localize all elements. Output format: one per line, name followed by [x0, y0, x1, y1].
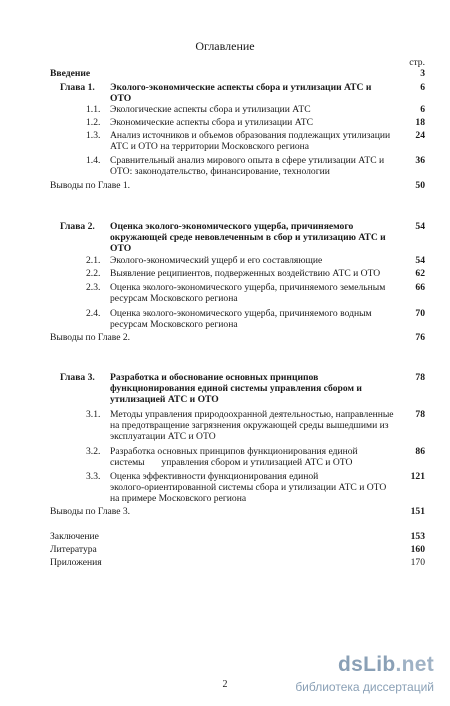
- toc-section-title-cont: ресурсам Московского региона: [110, 293, 238, 304]
- toc-section-title-cont: эколого-ориентированной системы сбора и утилизации АТС и ОТО: [110, 482, 387, 493]
- toc-section-title-cont: на предотвращение загрязнения окружающей среды вышедшими из: [110, 420, 389, 431]
- toc-section-page: 86: [415, 446, 425, 457]
- toc-section-page: 36: [415, 155, 425, 166]
- toc-chapter-2-title-cont: ОТО: [110, 243, 132, 254]
- toc-section-title[interactable]: Оценка эколого-экономического ущерба, причиняемого водным: [110, 308, 372, 319]
- toc-section-number: 3.1.: [86, 409, 101, 420]
- toc-section-number: 3.3.: [86, 471, 101, 482]
- toc-section-page: 66: [415, 282, 425, 293]
- toc-section-number: 1.4.: [86, 155, 101, 166]
- toc-section-title-cont: ОТО: законодательство, финансирование, технологии: [110, 166, 330, 177]
- toc-chapter-3-title[interactable]: Разработка и обоснование основных принципов: [110, 372, 319, 383]
- toc-section-title[interactable]: Эколого-экономический ущерб и его составляющие: [110, 255, 323, 266]
- toc-chapter-1-title[interactable]: Эколого-экономические аспекты сбора и утилизации АТС и: [110, 82, 372, 93]
- toc-chapter-2-title-cont: окружающей среде невовлеченным в сбор и утилизацию АТС и: [110, 232, 386, 243]
- toc-chapter-2-page: 54: [415, 221, 425, 232]
- toc-section-title[interactable]: Выявление реципиентов, подверженных воздействию АТС и ОТО: [110, 268, 381, 279]
- page-number: 2: [222, 679, 228, 690]
- toc-section-number: 2.1.: [86, 255, 101, 266]
- toc-chapter-3-label[interactable]: Глава 3.: [60, 372, 95, 383]
- toc-intro-page: 3: [420, 68, 425, 79]
- toc-section-title-cont: АТС и ОТО на территории Московского региона: [110, 141, 310, 152]
- toc-chapter-conclusion[interactable]: Выводы по Главе 3.: [50, 506, 131, 517]
- toc-intro-label[interactable]: Введение: [50, 68, 91, 79]
- toc-section-title[interactable]: Оценка эколого-экономического ущерба, причиняемого земельным: [110, 282, 386, 293]
- toc-section-number: 3.2.: [86, 446, 101, 457]
- toc-chapter-conclusion[interactable]: Выводы по Главе 1.: [50, 180, 131, 191]
- toc-section-title[interactable]: Методы управления природоохранной деятельностью, направленные: [110, 409, 394, 420]
- toc-section-number: 1.3.: [86, 130, 101, 141]
- toc-chapter-2-label[interactable]: Глава 2.: [60, 221, 95, 232]
- toc-appendices-page: 170: [410, 557, 425, 568]
- toc-section-page: 62: [415, 268, 425, 279]
- toc-section-number: 2.4.: [86, 308, 101, 319]
- toc-chapter-3-title-cont: функционирования единой системы управления сбором и: [110, 383, 362, 394]
- toc-chapter-conclusion-page: 50: [415, 180, 425, 191]
- toc-appendices[interactable]: Приложения: [50, 557, 102, 568]
- toc-section-number: 2.2.: [86, 268, 101, 279]
- toc-section-title-cont: на примере Московского региона: [110, 493, 247, 504]
- toc-section-page: 78: [415, 409, 425, 420]
- toc-chapter-2-title[interactable]: Оценка эколого-экономического ущерба, причиняемого: [110, 221, 354, 232]
- toc-section-title[interactable]: Экологические аспекты сбора и утилизации АТС: [110, 104, 311, 115]
- toc-chapter-conclusion[interactable]: Выводы по Главе 2.: [50, 332, 131, 343]
- toc-conclusion-page: 153: [410, 531, 425, 542]
- toc-chapter-3-title-cont: утилизацией АТС и ОТО: [110, 394, 219, 405]
- toc-chapter-conclusion-page: 76: [415, 332, 425, 343]
- toc-chapter-1-page: 6: [420, 82, 425, 93]
- toc-chapter-3-page: 78: [415, 372, 425, 383]
- watermark-logo[interactable]: [337, 653, 434, 676]
- toc-section-title-cont: эксплуатации АТС и ОТО: [110, 431, 216, 442]
- toc-section-page: 24: [415, 130, 425, 141]
- toc-section-title[interactable]: Сравнительный анализ мирового опыта в сфере утилизации АТС и: [110, 155, 385, 166]
- toc-section-number: 1.1.: [86, 104, 101, 115]
- toc-section-title-cont: системы управления сбором и утилизацией АТС и ОТО: [110, 457, 353, 468]
- toc-chapter-1-title-cont: ОТО: [110, 93, 132, 104]
- toc-section-page: 6: [420, 104, 425, 115]
- watermark-logo-net: .net: [395, 653, 434, 676]
- watermark-logo-ds: ds: [337, 653, 364, 676]
- toc-section-page: 121: [410, 471, 425, 482]
- toc-section-title[interactable]: Разработка основных принципов функционирования единой: [110, 446, 358, 457]
- watermark-subtitle: библиотека диссертаций: [295, 680, 434, 694]
- toc-section-page: 70: [415, 308, 425, 319]
- toc-bibliography-page: 160: [410, 544, 425, 555]
- toc-section-title[interactable]: Оценка эффективности функционирования единой: [110, 471, 319, 482]
- toc-chapter-conclusion-page: 151: [410, 506, 425, 517]
- toc-section-page: 54: [415, 255, 425, 266]
- toc-section-title[interactable]: Экономические аспекты сбора и утилизации АТС: [110, 117, 314, 128]
- page-column-header: стр.: [409, 57, 425, 68]
- toc-chapter-1-label[interactable]: Глава 1.: [60, 82, 95, 93]
- toc-section-number: 1.2.: [86, 117, 101, 128]
- toc-bibliography[interactable]: Литература: [50, 544, 97, 555]
- toc-section-page: 18: [415, 117, 425, 128]
- toc-section-title-cont: ресурсам Московского региона: [110, 319, 238, 330]
- toc-section-title[interactable]: Анализ источников и объемов образования подлежащих утилизации: [110, 130, 391, 141]
- watermark-logo-lib: Lib: [363, 653, 396, 676]
- toc-section-number: 2.3.: [86, 282, 101, 293]
- page-title: Оглавление: [195, 39, 255, 53]
- toc-conclusion[interactable]: Заключение: [50, 531, 99, 542]
